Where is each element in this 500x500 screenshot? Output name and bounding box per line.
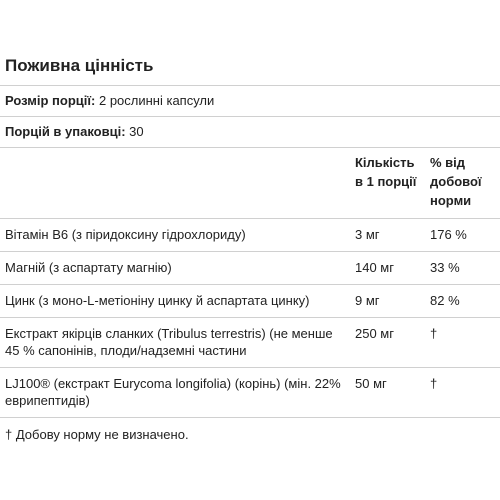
table-row bbox=[0, 219, 500, 252]
ingredient-daily-value: 33 % bbox=[425, 252, 500, 285]
nutrition-facts-panel bbox=[0, 44, 500, 452]
ingredient-daily-value: † bbox=[425, 318, 500, 368]
nutrition-table bbox=[0, 148, 500, 418]
panel-title: Поживна цінність bbox=[0, 44, 500, 86]
ingredient-daily-value: † bbox=[425, 368, 500, 418]
serving-size-value: 2 рослинні капсули bbox=[95, 93, 215, 108]
header-ingredient bbox=[0, 148, 350, 219]
ingredient-name: Цинк (з моно-L-метіоніну цинку й аспартата цинку) bbox=[0, 285, 350, 318]
table-header-row bbox=[0, 148, 500, 219]
ingredient-name: LJ100® (екстракт Eurycoma longifolia) (корінь) (мін. 22% еврипептидів) bbox=[0, 368, 350, 418]
table-row bbox=[0, 318, 500, 368]
header-amount: Кількість в 1 порції bbox=[350, 148, 425, 219]
ingredient-amount: 9 мг bbox=[350, 285, 425, 318]
header-daily-value: % від добової норми bbox=[425, 148, 500, 219]
table-row bbox=[0, 368, 500, 418]
table-row bbox=[0, 252, 500, 285]
ingredient-daily-value: 82 % bbox=[425, 285, 500, 318]
servings-per-container-value: 30 bbox=[125, 124, 144, 139]
serving-size-row bbox=[0, 86, 500, 117]
ingredient-amount: 140 мг bbox=[350, 252, 425, 285]
footnote: † Добову норму не визначено. bbox=[5, 427, 189, 442]
servings-per-container-label: Порцій в упаковці: bbox=[5, 124, 126, 139]
ingredient-amount: 3 мг bbox=[350, 219, 425, 252]
table-row bbox=[0, 285, 500, 318]
ingredient-amount: 250 мг bbox=[350, 318, 425, 368]
ingredient-daily-value: 176 % bbox=[425, 219, 500, 252]
ingredient-name: Вітамін B6 (з піридоксину гідрохлориду) bbox=[0, 219, 350, 252]
ingredient-amount: 50 мг bbox=[350, 368, 425, 418]
servings-per-container-row bbox=[0, 117, 500, 148]
ingredient-name: Магній (з аспартату магнію) bbox=[0, 252, 350, 285]
serving-size-label: Розмір порції: bbox=[5, 93, 96, 108]
ingredient-name: Екстракт якірців сланких (Tribulus terrestris) (не менше 45 % сапонінів, плоди/надземні частини bbox=[0, 318, 350, 368]
